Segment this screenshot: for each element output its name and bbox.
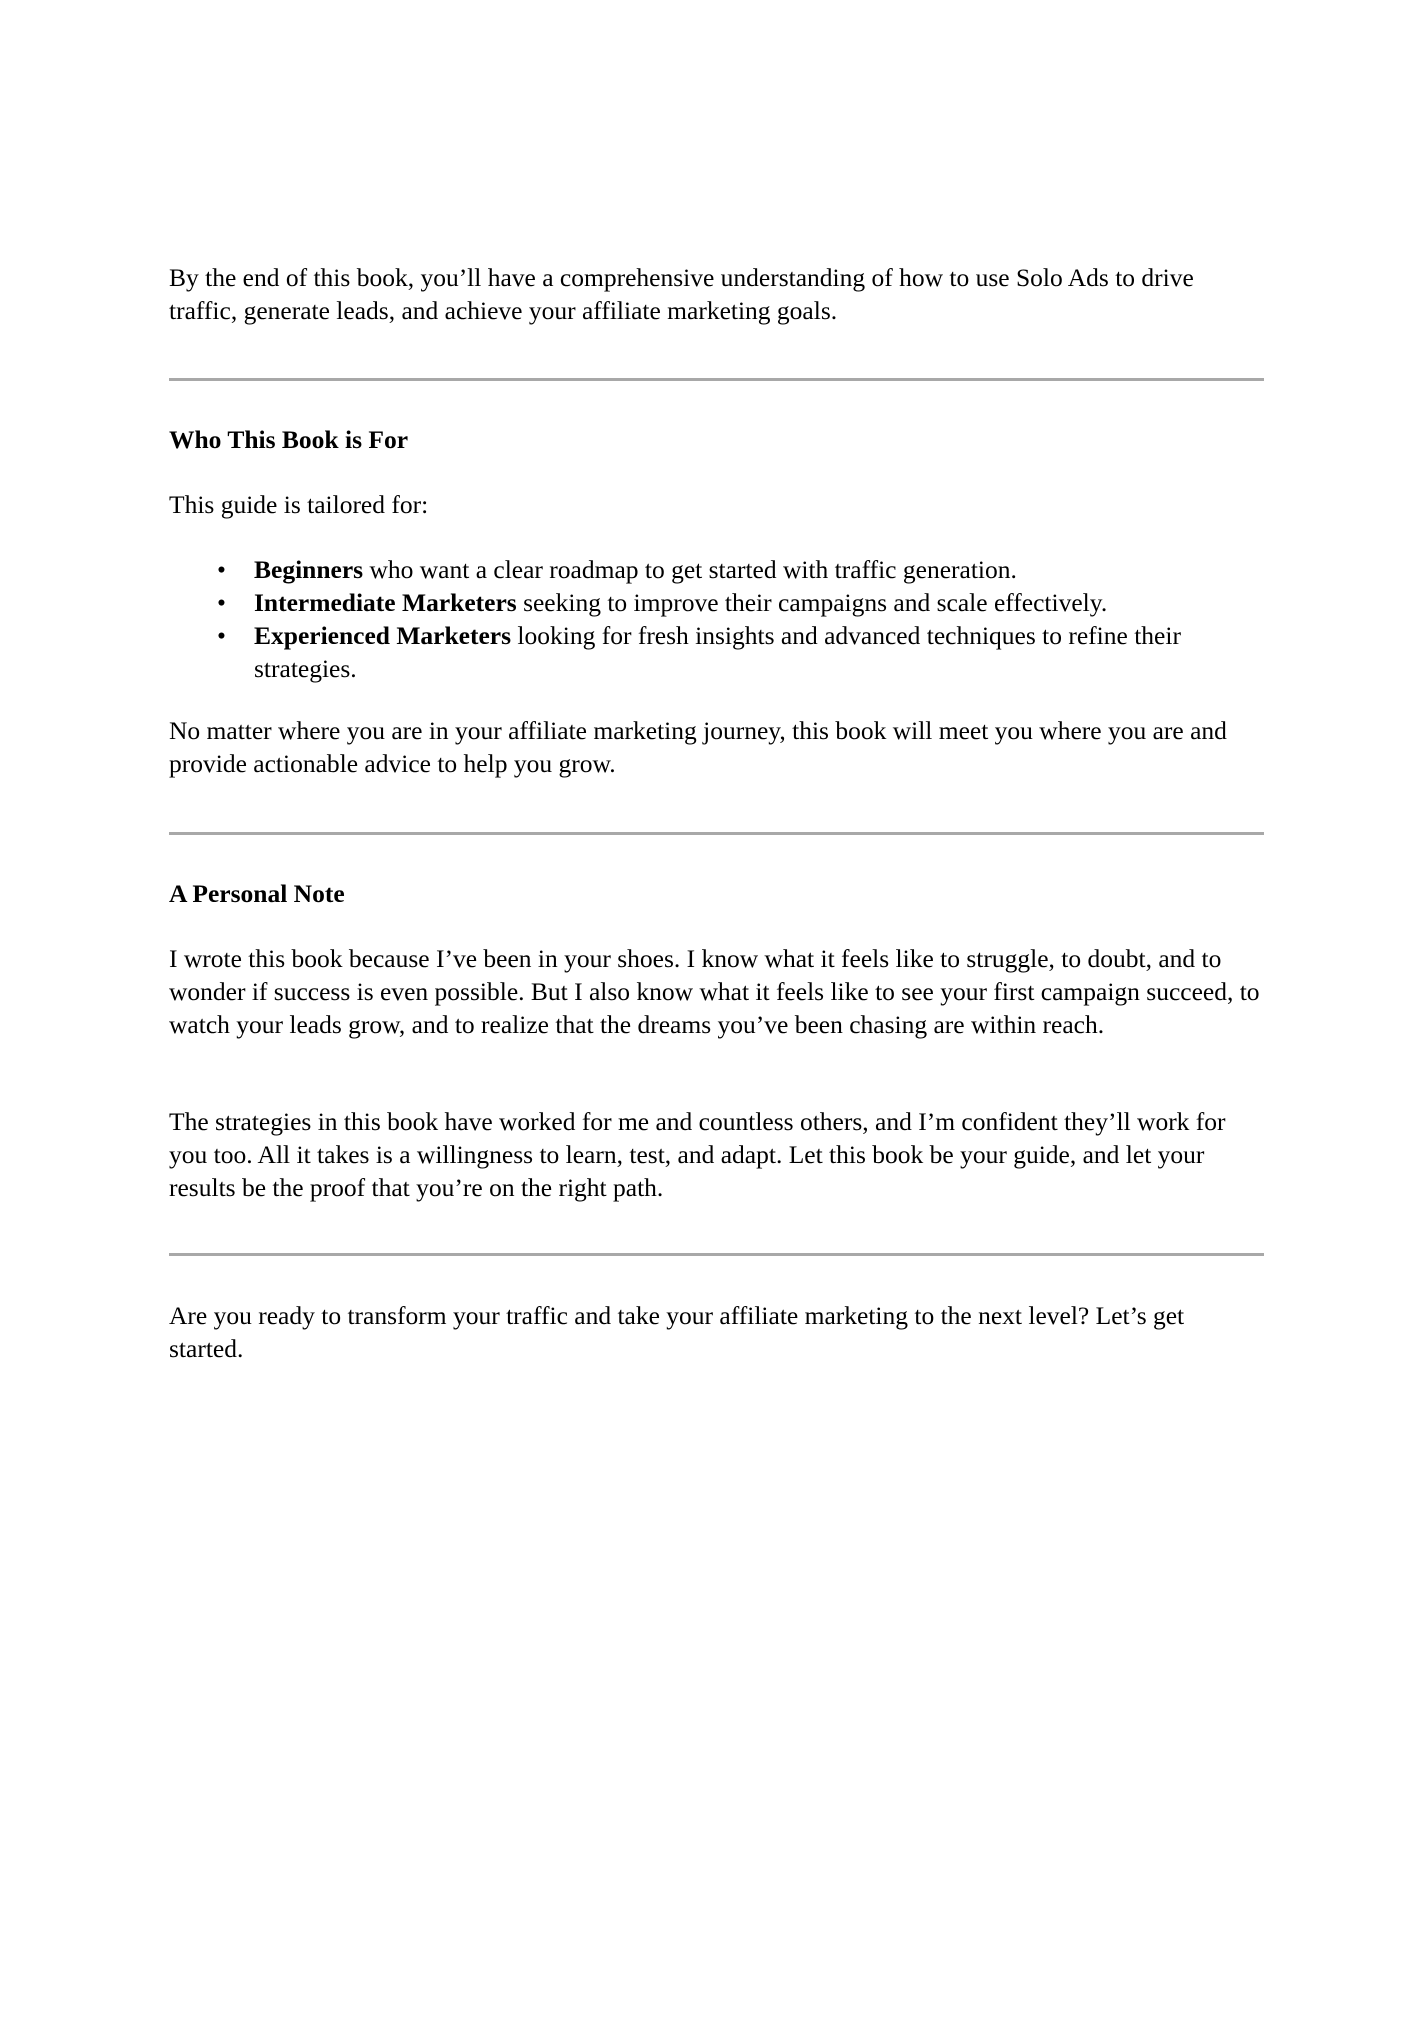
section-divider: [169, 832, 1264, 835]
who-for-lead: This guide is tailored for:: [169, 490, 429, 519]
audience-list: [169, 553, 1264, 685]
personal-note-paragraph: The strategies in this book have worked for me and countless others, and I’m confident they’ll work for you too. All it takes is a willingness to learn, test, and adapt. Let this book be your guide, and let your results be the proof that you’re on the right path.: [169, 1107, 1226, 1202]
section-divider: [169, 378, 1264, 381]
section-heading-personal-note: A Personal Note: [169, 879, 345, 908]
bullet-icon: •: [217, 621, 226, 650]
call-to-action: Are you ready to transform your traffic and take your affiliate marketing to the next level? Let’s get started.: [169, 1301, 1185, 1363]
section-heading-who-for: Who This Book is For: [169, 425, 409, 454]
list-item-text: seeking to improve their campaigns and scale effectively.: [516, 588, 1108, 617]
bullet-icon: •: [217, 555, 226, 584]
list-item-term: Beginners: [254, 555, 364, 584]
intro-closing-paragraph: By the end of this book, you’ll have a comprehensive understanding of how to use Solo Ads to drive traffic, generate leads, and achieve your affiliate marketing goals.: [169, 263, 1194, 325]
list-item: [169, 586, 1264, 619]
list-item-term: Experienced Marketers: [254, 621, 512, 650]
list-item: [169, 619, 1264, 685]
section-divider: [169, 1253, 1264, 1256]
bullet-icon: •: [217, 588, 226, 617]
list-item-text: looking for fresh insights and advanced techniques to refine their strategies.: [254, 621, 1181, 683]
list-item: [169, 553, 1264, 586]
personal-note-paragraph: I wrote this book because I’ve been in your shoes. I know what it feels like to struggle, to doubt, and to wonder if success is even possible. But I also know what it feels like to see your first campaign succeed, to watch your leads grow, and to realize that the dreams you’ve been chasing are within reach.: [169, 944, 1260, 1039]
list-item-term: Intermediate Marketers: [254, 588, 517, 617]
list-item-text: who want a clear roadmap to get started with traffic generation.: [363, 555, 1017, 584]
who-for-closing: No matter where you are in your affiliate marketing journey, this book will meet you where you are and provide actionable advice to help you grow.: [169, 716, 1227, 778]
